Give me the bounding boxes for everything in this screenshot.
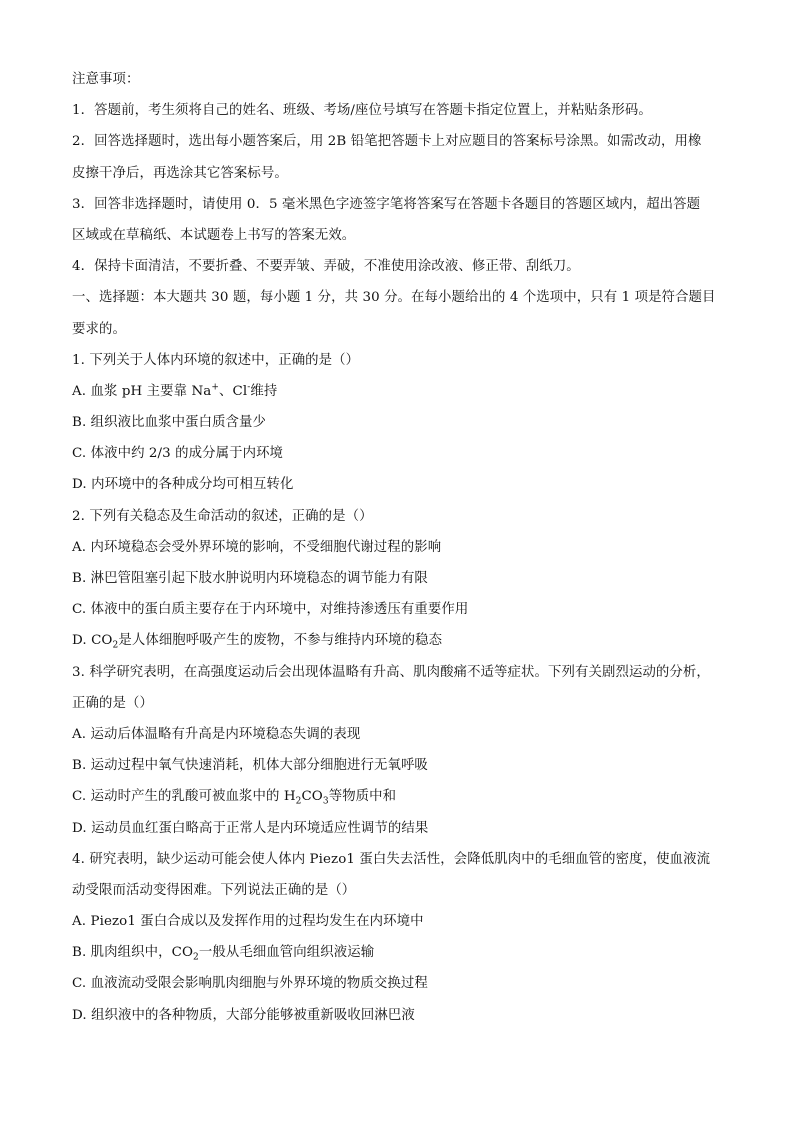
option-text: 运动后体温略有升高是内环境稳态失调的表现 — [90, 726, 361, 742]
option-text: 体液中的蛋白质主要存在于内环境中，对维持渗透压有重要作用 — [90, 602, 469, 618]
option-c — [72, 781, 724, 812]
option-label: D. — [72, 633, 87, 649]
option-d — [72, 813, 724, 844]
option-a — [72, 376, 724, 407]
option-d — [72, 469, 724, 500]
exam-page — [72, 64, 724, 1031]
question-stem: 动受限而活动变得困难。下列说法正确的是（） — [72, 882, 356, 898]
option-text: 组织液比血浆中蛋白质含量少 — [90, 415, 267, 431]
option-c — [72, 594, 724, 625]
option-label: A. — [72, 383, 87, 399]
option-b — [72, 937, 724, 968]
option-text-post: 一般从毛细血管向组织液运输 — [198, 945, 375, 961]
question-stem: 2. 下列有关稳态及生命活动的叙述，正确的是（） — [72, 508, 373, 524]
notice-line: 皮擦干净后，再选涂其它答案标号。 — [72, 165, 288, 181]
option-text: Piezo1 蛋白合成以及发挥作用的过程均发生在内环境中 — [90, 914, 424, 930]
subscript: 2 — [193, 952, 199, 963]
notice-line: 1．答题前，考生须将自己的姓名、班级、考场/座位号填写在答题卡指定位置上，并粘贴条形码。 — [72, 103, 652, 119]
option-label: B. — [72, 945, 87, 961]
question-stem: 1. 下列关于人体内环境的叙述中，正确的是（） — [72, 352, 360, 368]
option-label: D. — [72, 477, 87, 493]
option-text: 内环境中的各种成分均可相互转化 — [91, 477, 294, 493]
option-label: D. — [72, 1007, 87, 1023]
option-b — [72, 750, 724, 781]
option-label: B. — [72, 571, 87, 586]
option-text: 组织液中的各种物质，大部分能够被重新吸收回淋巴液 — [91, 1007, 415, 1023]
question-1 — [72, 345, 724, 501]
option-text: 运动过程中氧气快速消耗，机体大部分细胞进行无氧呼吸 — [90, 758, 428, 774]
notice-line: 2．回答选择题时，选出每小题答案后，用 2B 铅笔把答题卡上对应题目的答案标号涂黑。如需改动，用橡 — [72, 134, 702, 150]
option-c — [72, 438, 724, 469]
option-label: C. — [72, 976, 87, 992]
option-text-post: 等物质中和 — [328, 789, 397, 805]
notice-line: 区域或在草稿纸、本试题卷上书写的答案无效。 — [72, 227, 356, 243]
notice-item-4 — [72, 251, 724, 282]
subscript: 3 — [322, 796, 329, 807]
option-a — [72, 532, 724, 563]
option-label: C. — [72, 602, 87, 618]
question-stem: 正确的是（） — [72, 695, 153, 711]
section-title-line: 一、选择题：本大题共 30 题，每小题 1 分，共 30 分。在每小题给出的 4 个选项中，只有 1 项是符合题目 — [72, 290, 716, 306]
notice-line: 4．保持卡面清洁，不要折叠、不要弄皱、弄破，不准使用涂改液、修正带、刮纸刀。 — [72, 259, 580, 275]
question-stem: 3. 科学研究表明，在高强度运动后会出现体温略有升高、肌肉酸痛不适等症状。下列有关剧烈运动的分析， — [72, 664, 710, 680]
option-text-pre: CO — [91, 633, 113, 649]
option-a — [72, 719, 724, 750]
option-text-mid: 、Cl — [219, 383, 248, 399]
notice-item-2 — [72, 126, 724, 188]
option-text-mid: CO — [301, 789, 323, 805]
option-label: B. — [72, 758, 87, 774]
section-title-line: 要求的。 — [72, 321, 126, 337]
option-text-pre: 血浆 pH 主要靠 Na — [90, 383, 212, 399]
option-label: A. — [72, 539, 87, 555]
notice-heading: 注意事项： — [72, 72, 140, 87]
section-title — [72, 282, 724, 344]
question-2 — [72, 501, 724, 657]
option-text-post: 是人体细胞呼吸产生的废物，不参与维持内环境的稳态 — [118, 633, 443, 649]
option-b — [72, 563, 724, 594]
notice-item-1 — [72, 95, 724, 126]
superscript: - — [247, 382, 251, 393]
option-label: B. — [72, 415, 87, 431]
option-text: 淋巴管阻塞引起下肢水肿说明内环境稳态的调节能力有限 — [90, 571, 428, 586]
option-d — [72, 1000, 724, 1031]
option-text: 内环境稳态会受外界环境的影响，不受细胞代谢过程的影响 — [90, 539, 442, 555]
option-text-pre: 运动时产生的乳酸可被血浆中的 H — [90, 789, 296, 805]
question-3 — [72, 657, 724, 844]
option-text: 运动员血红蛋白略高于正常人是内环境适应性调节的结果 — [91, 820, 429, 836]
option-label: A. — [72, 726, 87, 742]
option-c — [72, 968, 724, 999]
superscript: + — [211, 382, 220, 393]
option-label: A. — [72, 914, 87, 930]
option-text: 体液中约 2/3 的成分属于内环境 — [90, 446, 284, 462]
option-text: 血液流动受限会影响肌肉细胞与外界环境的物质交换过程 — [90, 976, 428, 992]
question-stem: 4. 研究表明，缺少运动可能会使人体内 Piezo1 蛋白失去活性，会降低肌肉中的毛细血管的密度，使血液流 — [72, 851, 711, 867]
option-label: C. — [72, 789, 87, 805]
option-a — [72, 906, 724, 937]
option-label: C. — [72, 446, 87, 462]
option-d — [72, 625, 724, 656]
subscript: 2 — [295, 796, 302, 807]
question-4 — [72, 844, 724, 1031]
option-label: D. — [72, 820, 87, 836]
notice-item-3 — [72, 189, 724, 251]
option-b — [72, 407, 724, 438]
notice-line: 3．回答非选择题时，请使用 0．5 毫米黑色字迹签字笔将答案写在答题卡各题目的答题区域内，超出答题 — [72, 196, 701, 212]
option-text-pre: 肌肉组织中，CO — [90, 945, 194, 961]
option-text-post: 维持 — [250, 383, 278, 399]
subscript: 2 — [112, 641, 119, 652]
